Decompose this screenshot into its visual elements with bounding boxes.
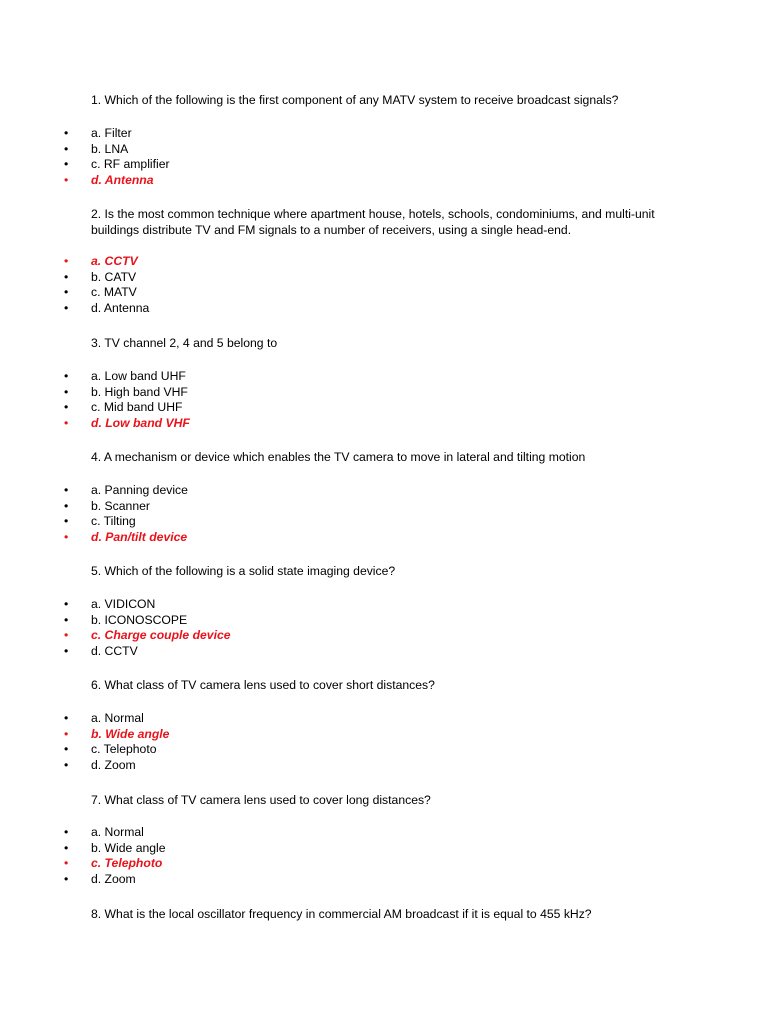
bullet-icon: • (64, 400, 69, 415)
option-label: c. Telephoto (91, 742, 157, 757)
correct-answer-option (0, 628, 700, 644)
question-2-text: 2. Is the most common technique where apartment house, hotels, schools, condominiums, and multi-unit buildings distribute TV and FM signals to a number of receivers, using a single head-end. (91, 207, 655, 237)
question-3-options (0, 369, 700, 431)
bullet-icon: • (64, 856, 69, 871)
question-7-text: 7. What class of TV camera lens used to cover long distances? (91, 793, 431, 807)
answer-option (0, 483, 700, 499)
bullet-icon: • (64, 300, 69, 315)
answer-option (0, 841, 700, 857)
correct-answer-option (0, 416, 700, 432)
bullet-icon: • (64, 757, 69, 772)
option-label: d. CCTV (91, 643, 138, 658)
answer-option (0, 597, 700, 613)
option-label: d. Pan/tilt device (91, 529, 188, 544)
correct-answer-option (0, 856, 700, 872)
answer-option (0, 825, 700, 841)
bullet-icon: • (64, 612, 69, 627)
bullet-icon: • (64, 840, 69, 855)
answer-option (0, 758, 700, 774)
option-label: b. Wide angle (91, 726, 170, 741)
answer-option (0, 369, 700, 385)
bullet-icon: • (64, 711, 69, 725)
bullet-icon: • (64, 483, 69, 497)
bullet-icon: • (64, 726, 69, 741)
option-label: a. Normal (91, 825, 144, 839)
option-label: c. RF amplifier (91, 157, 170, 172)
option-label: d. Zoom (91, 871, 136, 886)
correct-answer-option (0, 727, 700, 743)
option-label: c. MATV (91, 285, 137, 300)
bullet-icon: • (64, 415, 69, 430)
answer-option (0, 613, 700, 629)
question-8-text: 8. What is the local oscillator frequency in commercial AM broadcast if it is equal to 455 kHz? (91, 907, 592, 921)
bullet-icon: • (64, 871, 69, 886)
answer-option (0, 872, 700, 888)
option-label: c. Telephoto (91, 856, 163, 871)
option-label: a. VIDICON (91, 597, 156, 611)
answer-option (0, 285, 700, 301)
answer-option (0, 126, 700, 142)
bullet-icon: • (64, 269, 69, 284)
bullet-icon: • (64, 285, 69, 300)
answer-option (0, 301, 700, 317)
answer-option (0, 142, 700, 158)
bullet-icon: • (64, 628, 69, 643)
option-label: c. Mid band UHF (91, 400, 183, 415)
question-1-text: 1. Which of the following is the first component of any MATV system to receive broadcast signals? (91, 93, 619, 107)
option-label: a. CCTV (91, 254, 138, 268)
option-label: c. Tilting (91, 514, 136, 529)
answer-option (0, 400, 700, 416)
question-4-text: 4. A mechanism or device which enables the TV camera to move in lateral and tilting motion (91, 450, 586, 464)
bullet-icon: • (64, 254, 69, 268)
question-5-options (0, 597, 700, 659)
option-label: d. Antenna (91, 172, 154, 187)
question-4-options (0, 483, 700, 545)
option-label: d. Antenna (91, 300, 150, 315)
option-label: b. Wide angle (91, 840, 166, 855)
answer-option (0, 742, 700, 758)
question-6-text: 6. What class of TV camera lens used to cover short distances? (91, 678, 435, 692)
answer-option (0, 385, 700, 401)
option-label: b. LNA (91, 141, 129, 156)
correct-answer-option (0, 530, 700, 546)
question-6-options (0, 711, 700, 773)
option-label: d. Low band VHF (91, 415, 190, 430)
bullet-icon: • (64, 126, 69, 140)
question-1-options (0, 126, 700, 188)
correct-answer-option (0, 254, 700, 270)
answer-option (0, 157, 700, 173)
question-2-options (0, 254, 700, 316)
correct-answer-option (0, 173, 700, 189)
bullet-icon: • (64, 498, 69, 513)
bullet-icon: • (64, 172, 69, 187)
option-label: b. Scanner (91, 498, 150, 513)
option-label: a. Panning device (91, 483, 188, 497)
bullet-icon: • (64, 742, 69, 757)
option-label: b. ICONOSCOPE (91, 612, 188, 627)
bullet-icon: • (64, 384, 69, 399)
question-5-text: 5. Which of the following is a solid state imaging device? (91, 564, 396, 578)
answer-option (0, 514, 700, 530)
answer-option (0, 711, 700, 727)
option-label: a. Normal (91, 711, 144, 725)
bullet-icon: • (64, 157, 69, 172)
option-label: d. Zoom (91, 757, 136, 772)
question-7-options (0, 825, 700, 887)
option-label: b. CATV (91, 269, 137, 284)
option-label: b. High band VHF (91, 384, 188, 399)
bullet-icon: • (64, 643, 69, 658)
option-label: a. Filter (91, 126, 132, 140)
answer-option (0, 499, 700, 515)
answer-option (0, 270, 700, 286)
answer-option (0, 644, 700, 660)
question-3-text: 3. TV channel 2, 4 and 5 belong to (91, 336, 278, 350)
option-label: c. Charge couple device (91, 628, 231, 643)
bullet-icon: • (64, 597, 69, 611)
bullet-icon: • (64, 369, 69, 383)
option-label: a. Low band UHF (91, 369, 186, 383)
bullet-icon: • (64, 141, 69, 156)
bullet-icon: • (64, 529, 69, 544)
bullet-icon: • (64, 825, 69, 839)
bullet-icon: • (64, 514, 69, 529)
